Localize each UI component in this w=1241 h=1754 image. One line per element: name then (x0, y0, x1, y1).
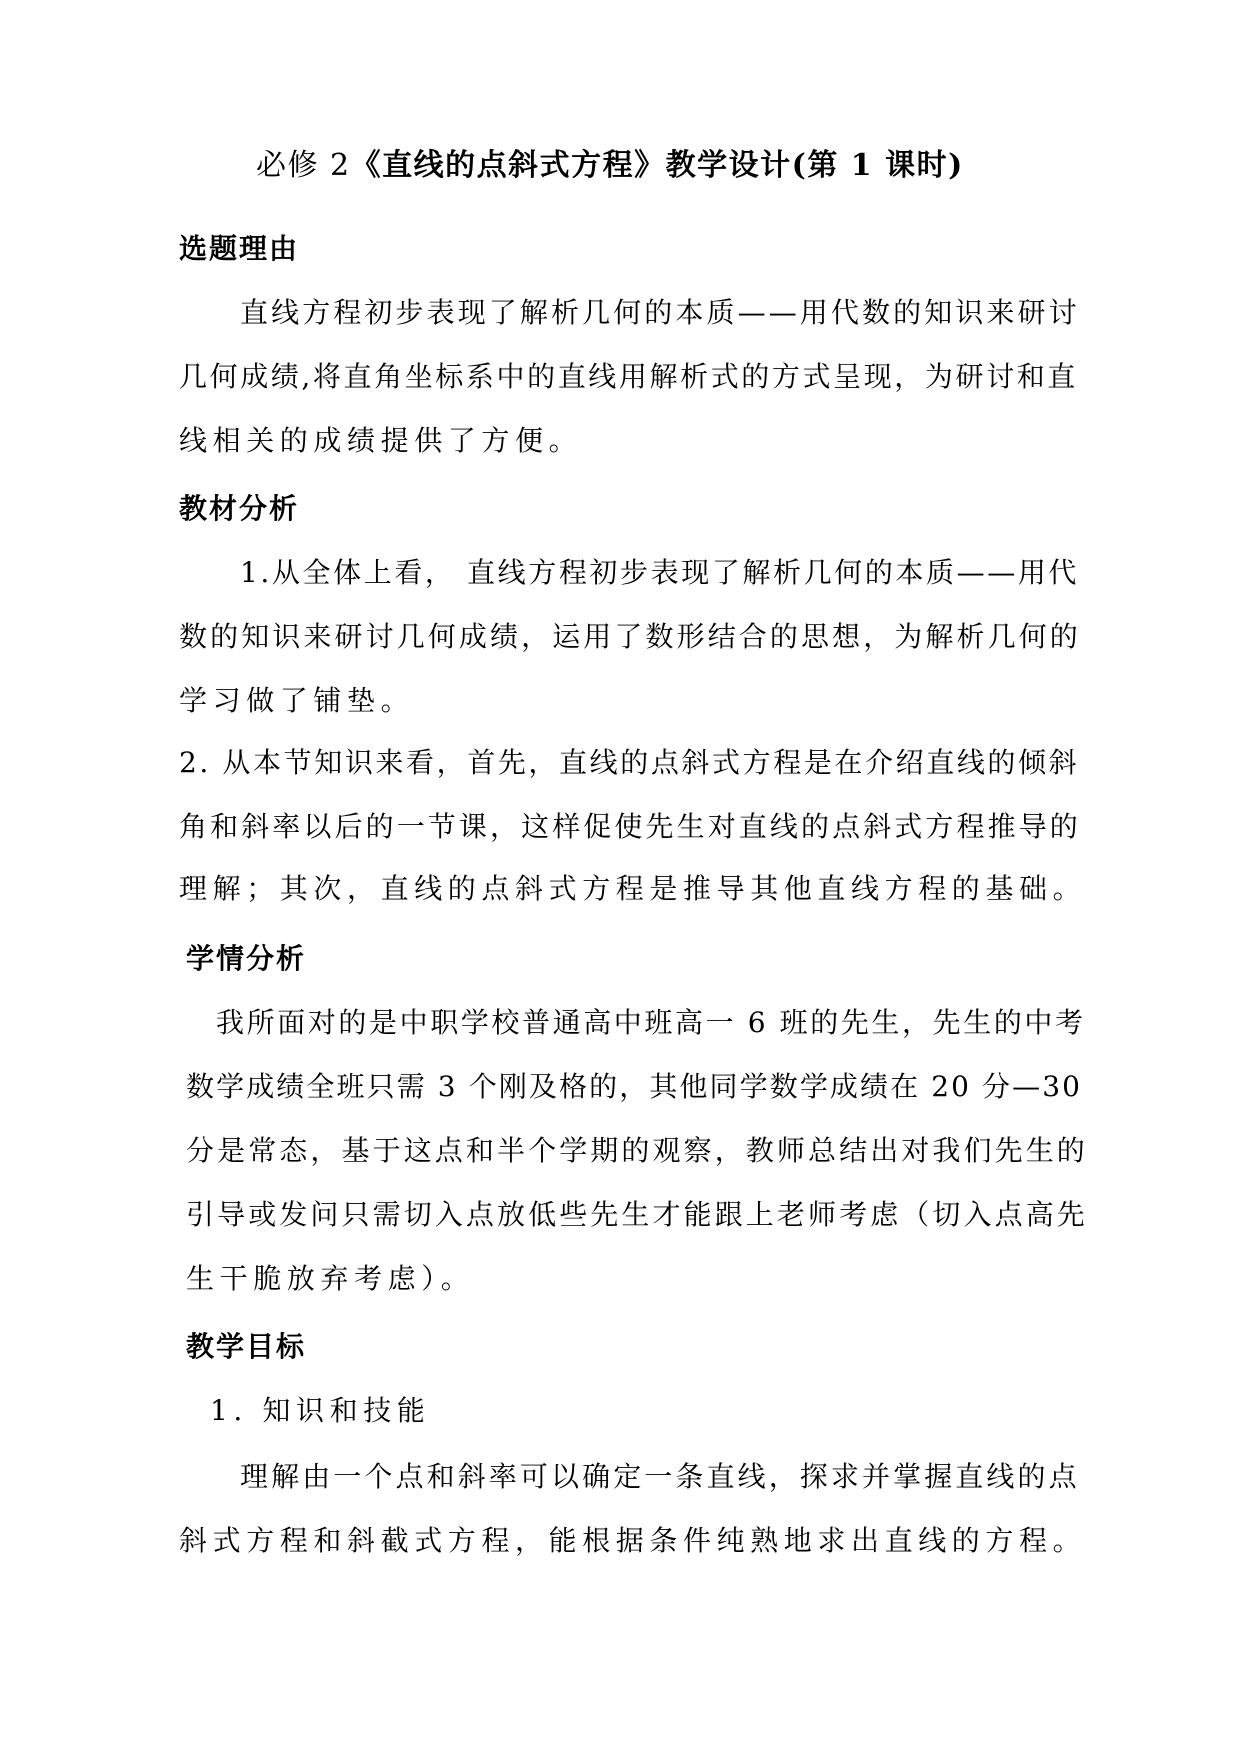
paragraph-line: 理解；其次，直线的点斜式方程是推导其他直线方程的基础。 (179, 872, 1087, 905)
paragraph-line: 数学成绩全班只需 3 个刚及格的，其他同学数学成绩在 20 分—30 (186, 1070, 1083, 1103)
paragraph-line: 1.从全体上看， 直线方程初步表现了解析几何的本质——用代 (240, 556, 1080, 589)
paragraph-line: 2. 从本节知识来看，首先，直线的点斜式方程是在介绍直线的倾斜 (179, 746, 1080, 779)
paragraph-line: 我所面对的是中职学校普通高中班高一 6 班的先生，先生的中考 (216, 1006, 1086, 1039)
paragraph-line: 直线方程初步表现了解析几何的本质——用代数的知识来研讨 (240, 296, 1080, 329)
section-heading-teaching-goals: 教学目标 (186, 1330, 307, 1363)
section-heading-student-analysis: 学情分析 (186, 942, 307, 975)
section-heading-textbook-analysis: 教材分析 (179, 492, 300, 525)
paragraph-line: 1. 知识和技能 (210, 1394, 431, 1427)
paragraph-line: 线相关的成绩提供了方便。 (179, 424, 583, 457)
paragraph-line: 几何成绩,将直角坐标系中的直线用解析式的方式呈现，为研讨和直 (179, 360, 1078, 393)
paragraph-line: 引导或发问只需切入点放低些先生才能跟上老师考虑（切入点高先 (186, 1198, 1088, 1231)
paragraph-line: 斜式方程和斜截式方程，能根据条件纯熟地求出直线的方程。 (179, 1524, 1087, 1557)
title-main: 《直线的点斜式方程》教学设计(第 1 课时) (350, 148, 964, 183)
paragraph-line: 数的知识来研讨几何成绩，运用了数形结合的思想，为解析几何的 (179, 620, 1081, 653)
section-heading-topic-reason: 选题理由 (179, 232, 300, 265)
paragraph-line: 分是常态，基于这点和半个学期的观察，教师总结出对我们先生的 (186, 1134, 1088, 1167)
paragraph-line: 理解由一个点和斜率可以确定一条直线，探求并掌握直线的点 (240, 1460, 1080, 1493)
paragraph-line: 角和斜率以后的一节课，这样促使先生对直线的点斜式方程推导的 (179, 810, 1081, 843)
title-prefix: 必修 2 (256, 148, 351, 183)
paragraph-line: 生干脆放弃考虑）。 (186, 1262, 475, 1295)
document-title (256, 148, 964, 184)
paragraph-line: 学习做了铺垫。 (179, 684, 415, 717)
